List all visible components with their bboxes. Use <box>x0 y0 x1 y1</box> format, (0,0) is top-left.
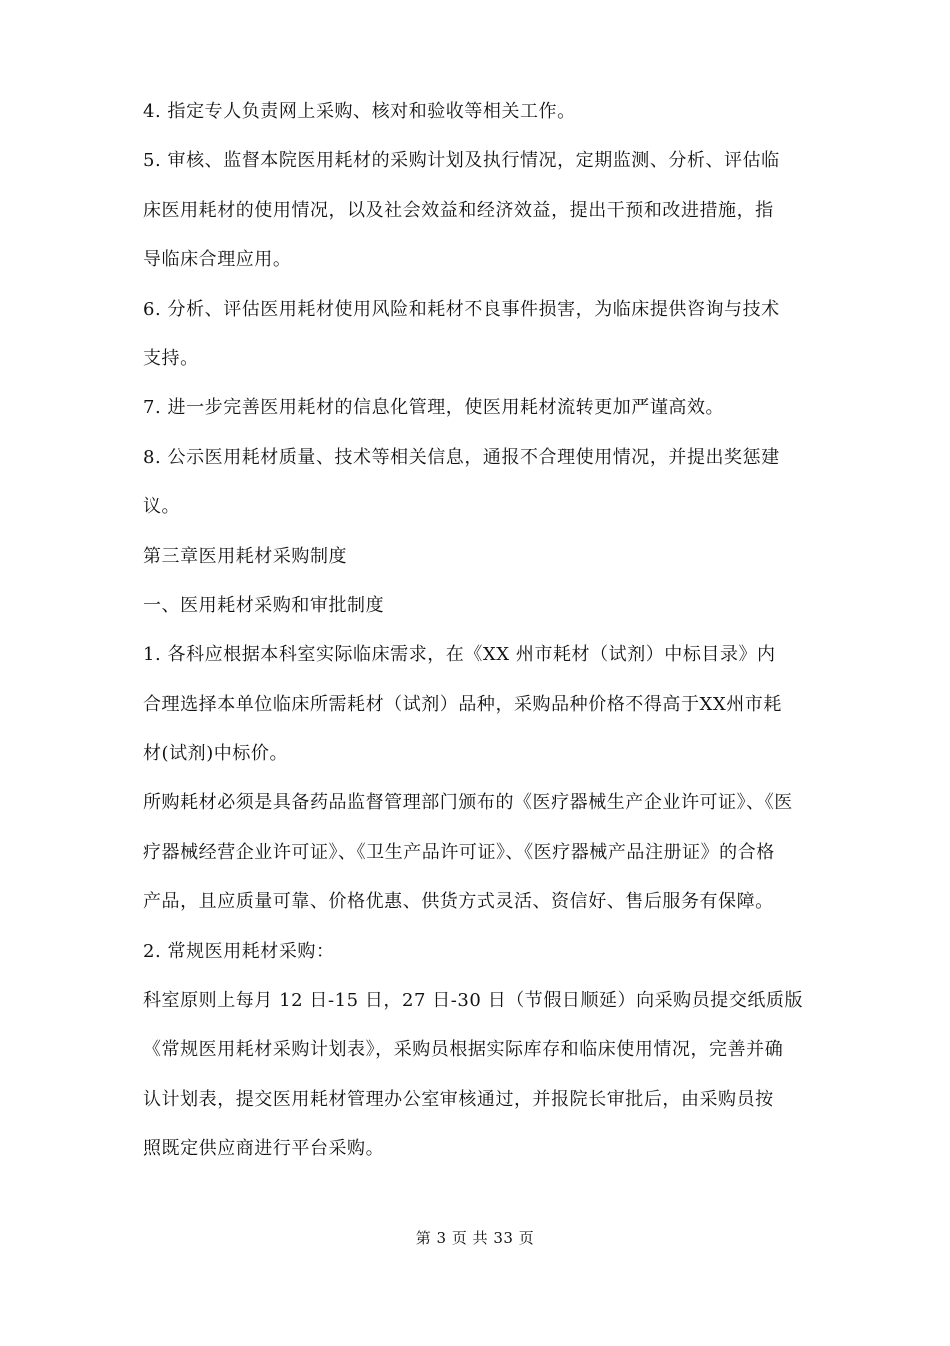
text-line: 导临床合理应用。 <box>143 249 292 271</box>
text-line: 产品，且应质量可靠、价格优惠、供货方式灵活、资信好、售后服务有保障。 <box>143 891 774 913</box>
chapter-heading: 第三章医用耗材采购制度 <box>143 545 348 567</box>
text-line: 8. 公示医用耗材质量、技术等相关信息，通报不合理使用情况，并提出奖惩建 <box>143 446 780 468</box>
text-line: 照既定供应商进行平台采购。 <box>143 1138 385 1160</box>
text-line: 1. 各科应根据本科室实际临床需求，在《XX 州市耗材（试剂）中标目录》内 <box>143 644 776 666</box>
text-line: 材(试剂)中标价。 <box>143 743 288 765</box>
text-line: 7. 进一步完善医用耗材的信息化管理，使医用耗材流转更加严谨高效。 <box>143 397 725 419</box>
text-line: 疗器械经营企业许可证》、《卫生产品许可证》、《医疗器械产品注册证》的合格 <box>143 841 775 863</box>
text-line: 科室原则上每月 12 日-15 日，27 日-30 日（节假日顺延）向采购员提交纸质版 <box>143 990 804 1012</box>
text-line: 6. 分析、评估医用耗材使用风险和耗材不良事件损害，为临床提供咨询与技术 <box>143 298 780 320</box>
page-footer: 第 3 页 共 33 页 <box>415 1229 535 1247</box>
text-line: 4. 指定专人负责网上采购、核对和验收等相关工作。 <box>143 101 576 122</box>
text-line: 议。 <box>143 496 181 518</box>
text-line: 认计划表，提交医用耗材管理办公室审核通过，并报院长审批后，由采购员按 <box>143 1088 774 1110</box>
text-line: 支持。 <box>143 347 199 369</box>
text-line: 所购耗材必须是具备药品监督管理部门颁布的《医疗器械生产企业许可证》、《医 <box>143 792 793 814</box>
text-line: 合理选择本单位临床所需耗材（试剂）品种，采购品种价格不得高于XX州市耗 <box>143 693 782 715</box>
section-heading: 一、医用耗材采购和审批制度 <box>143 594 385 616</box>
text-line: 床医用耗材的使用情况，以及社会效益和经济效益，提出干预和改进措施，指 <box>143 199 774 221</box>
text-line: 5. 审核、监督本院医用耗材的采购计划及执行情况，定期监测、分析、评估临 <box>143 150 780 172</box>
document-body <box>143 92 818 1179</box>
text-line: 《常规医用耗材采购计划表》，采购员根据实际库存和临床使用情况，完善并确 <box>143 1039 784 1061</box>
text-line: 2. 常规医用耗材采购： <box>143 940 335 962</box>
